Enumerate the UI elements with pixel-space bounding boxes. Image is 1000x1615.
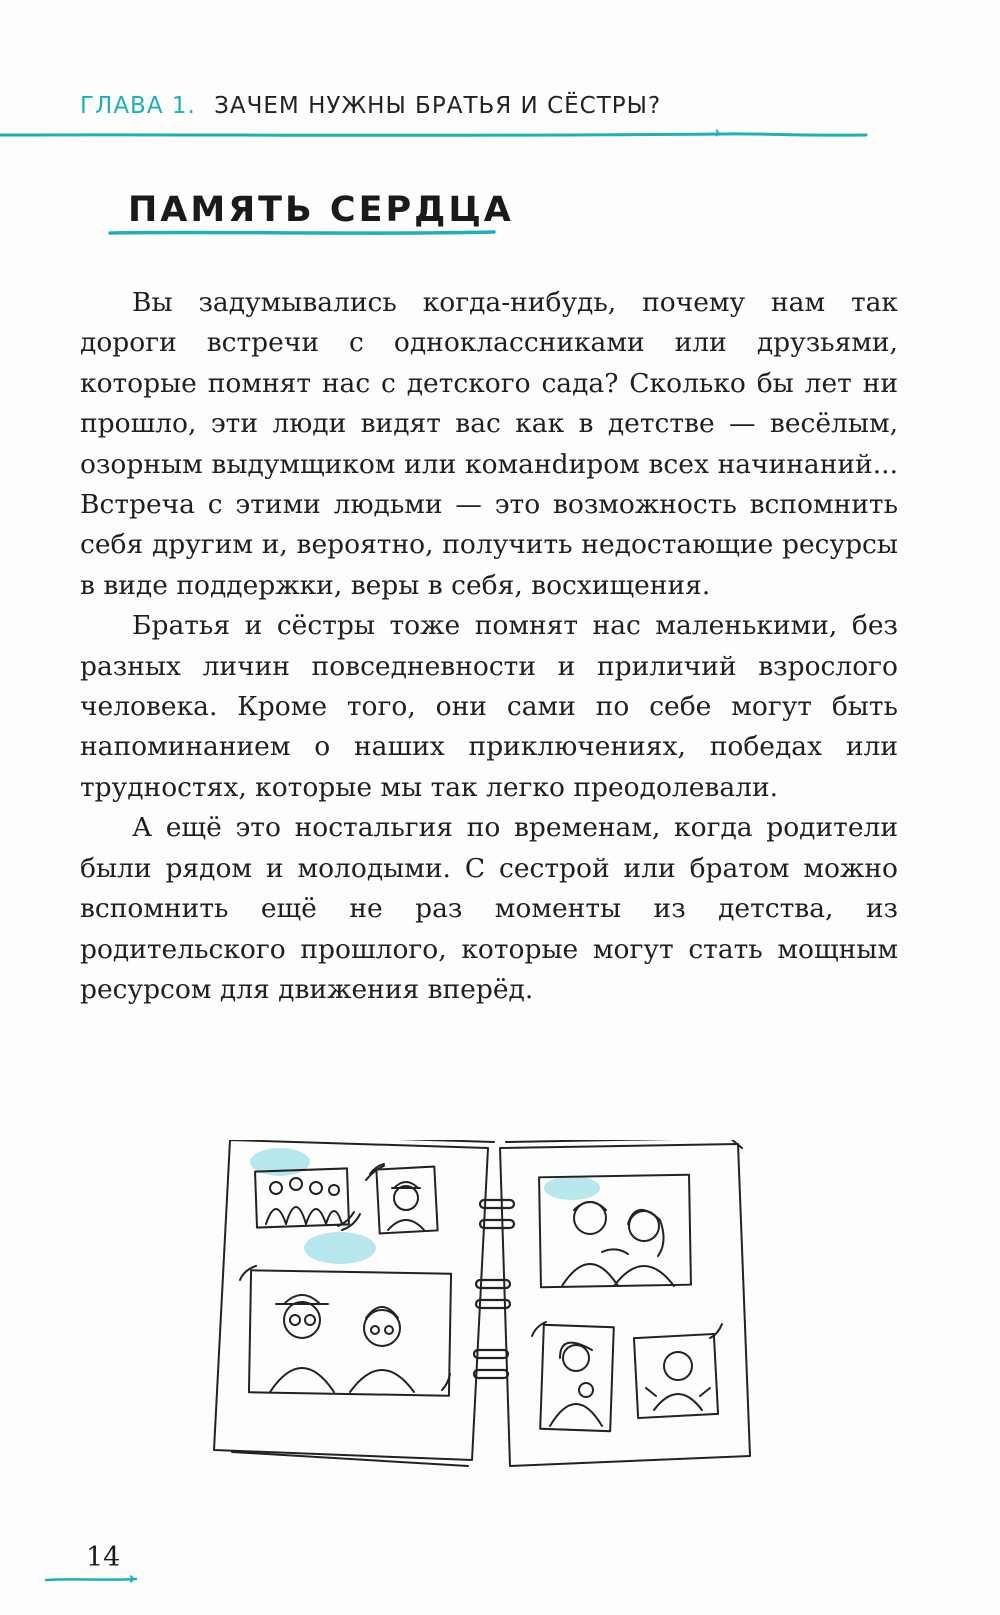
- photo-album-illustration: [210, 1140, 770, 1480]
- paragraph-2: Братья и сёстры тоже помнят нас маленькими, без разных личин повседневности и приличий взрослого человека. Кроме того, они сами по себе могут быть напоминанием о наших приключениях, победах или трудностях, которые мы так легко преодолевали.: [80, 610, 898, 803]
- photo-baby: [634, 1324, 722, 1418]
- photo-family-group: [255, 1168, 360, 1230]
- photo-mother-and-baby: [532, 1322, 614, 1431]
- chapter-title: ЗАЧЕМ НУЖНЫ БРАТЬЯ И СЁСТРЫ?: [214, 93, 662, 119]
- running-head: [80, 93, 910, 119]
- page-number: 14: [86, 1542, 121, 1573]
- photo-grandparents: [240, 1266, 451, 1396]
- paragraph-3: А ещё это ностальгия по временам, когда родители были рядом и молодыми. С сестрой или братом можно вспомнить ещё не раз моменты из детства, из родительского прошлого, которые могут стать мощным ресурсом для движения вперёд.: [80, 812, 898, 1005]
- chapter-label: ГЛАВА 1.: [80, 93, 196, 119]
- section-title: ПАМЯТЬ СЕРДЦА: [128, 190, 514, 230]
- body-text: [80, 283, 898, 1010]
- album-right-page: [500, 1140, 750, 1466]
- photo-sailor: [366, 1164, 438, 1233]
- paragraph-1: Вы задумывались когда-нибудь, почему нам так дороги встречи с одноклассниками или друзьями, которые помнят нас с детского сада? Сколько бы лет ни прошло, эти люди видят вас как в детстве — весёлым, озорным выдумщиком или команdиром всех начинаний... Встреча с этими людьми — это возможность вспомнить себя другим и, вероятно, получить недостающие ресурсы в виде поддержки, веры в себя, восхищения.: [80, 287, 898, 601]
- watercolor-spots: [250, 1148, 600, 1264]
- album-rings: [474, 1200, 514, 1378]
- section-title-underline: [108, 228, 498, 238]
- header-rule: [0, 128, 880, 142]
- footer-rule: [44, 1574, 144, 1584]
